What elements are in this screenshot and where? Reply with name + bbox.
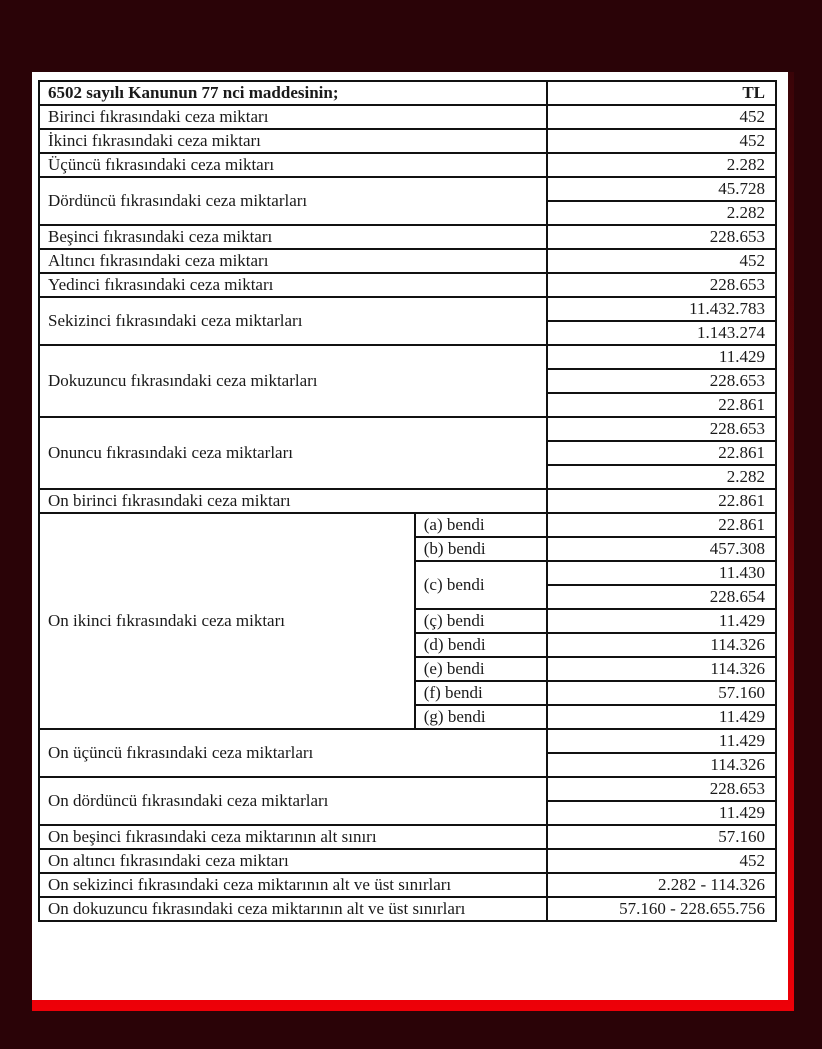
row-value: 228.653 bbox=[547, 273, 776, 297]
row-value: 2.282 - 114.326 bbox=[547, 873, 776, 897]
row-value: 11.429 bbox=[547, 609, 776, 633]
row-value: 57.160 - 228.655.756 bbox=[547, 897, 776, 921]
table-header-row bbox=[39, 81, 776, 105]
table-row bbox=[39, 153, 776, 177]
row-label: Sekizinci fıkrasındaki ceza miktarları bbox=[39, 297, 547, 345]
row-value: 2.282 bbox=[547, 201, 776, 225]
row-value: 11.429 bbox=[547, 801, 776, 825]
row-value: 457.308 bbox=[547, 537, 776, 561]
row-label: Altıncı fıkrasındaki ceza miktarı bbox=[39, 249, 547, 273]
table-row bbox=[39, 897, 776, 921]
row-label: On sekizinci fıkrasındaki ceza miktarının alt ve üst sınırları bbox=[39, 873, 547, 897]
row-value: 228.653 bbox=[547, 369, 776, 393]
row-value: 22.861 bbox=[547, 513, 776, 537]
row-label: Beşinci fıkrasındaki ceza miktarı bbox=[39, 225, 547, 249]
row-value: 11.432.783 bbox=[547, 297, 776, 321]
row-value: 22.861 bbox=[547, 393, 776, 417]
subclause-label: (a) bendi bbox=[415, 513, 547, 537]
row-value: 114.326 bbox=[547, 753, 776, 777]
row-label: Onuncu fıkrasındaki ceza miktarları bbox=[39, 417, 547, 489]
row-value: 228.654 bbox=[547, 585, 776, 609]
subclause-label: (c) bendi bbox=[415, 561, 547, 609]
row-label: On dokuzuncu fıkrasındaki ceza miktarının alt ve üst sınırları bbox=[39, 897, 547, 921]
row-value: 2.282 bbox=[547, 465, 776, 489]
table-row bbox=[39, 489, 776, 513]
row-value: 11.429 bbox=[547, 729, 776, 753]
table-row bbox=[39, 105, 776, 129]
table-row bbox=[39, 873, 776, 897]
row-value: 228.653 bbox=[547, 777, 776, 801]
subclause-label: (ç) bendi bbox=[415, 609, 547, 633]
row-value: 114.326 bbox=[547, 657, 776, 681]
row-value: 22.861 bbox=[547, 441, 776, 465]
subclause-label: (g) bendi bbox=[415, 705, 547, 729]
row-value: 11.429 bbox=[547, 345, 776, 369]
row-value: 57.160 bbox=[547, 825, 776, 849]
unit-header: TL bbox=[547, 81, 776, 105]
row-label: On dördüncü fıkrasındaki ceza miktarları bbox=[39, 777, 547, 825]
row-label: Dördüncü fıkrasındaki ceza miktarları bbox=[39, 177, 547, 225]
table-row bbox=[39, 345, 776, 369]
row-value: 2.282 bbox=[547, 153, 776, 177]
table-title: 6502 sayılı Kanunun 77 nci maddesinin; bbox=[39, 81, 547, 105]
table-row bbox=[39, 225, 776, 249]
penalty-table bbox=[38, 80, 777, 922]
table-row bbox=[39, 297, 776, 321]
row-value: 114.326 bbox=[547, 633, 776, 657]
row-label: On ikinci fıkrasındaki ceza miktarı bbox=[39, 513, 415, 729]
row-value: 45.728 bbox=[547, 177, 776, 201]
row-value: 452 bbox=[547, 249, 776, 273]
subclause-label: (d) bendi bbox=[415, 633, 547, 657]
row-value: 228.653 bbox=[547, 225, 776, 249]
subclause-label: (f) bendi bbox=[415, 681, 547, 705]
table-row bbox=[39, 849, 776, 873]
table-row bbox=[39, 513, 776, 537]
row-value: 452 bbox=[547, 129, 776, 153]
row-label: On beşinci fıkrasındaki ceza miktarının alt sınırı bbox=[39, 825, 547, 849]
row-value: 11.430 bbox=[547, 561, 776, 585]
row-value: 452 bbox=[547, 849, 776, 873]
table-row bbox=[39, 729, 776, 753]
row-label: İkinci fıkrasındaki ceza miktarı bbox=[39, 129, 547, 153]
row-label: Üçüncü fıkrasındaki ceza miktarı bbox=[39, 153, 547, 177]
table-row bbox=[39, 177, 776, 201]
row-label: Birinci fıkrasındaki ceza miktarı bbox=[39, 105, 547, 129]
row-value: 452 bbox=[547, 105, 776, 129]
table-row bbox=[39, 825, 776, 849]
row-label: Dokuzuncu fıkrasındaki ceza miktarları bbox=[39, 345, 547, 417]
row-value: 1.143.274 bbox=[547, 321, 776, 345]
row-value: 11.429 bbox=[547, 705, 776, 729]
row-label: Yedinci fıkrasındaki ceza miktarı bbox=[39, 273, 547, 297]
row-value: 22.861 bbox=[547, 489, 776, 513]
subclause-label: (e) bendi bbox=[415, 657, 547, 681]
table-row bbox=[39, 417, 776, 441]
table-row bbox=[39, 249, 776, 273]
table-row bbox=[39, 273, 776, 297]
row-label: On birinci fıkrasındaki ceza miktarı bbox=[39, 489, 547, 513]
row-value: 57.160 bbox=[547, 681, 776, 705]
row-label: On üçüncü fıkrasındaki ceza miktarları bbox=[39, 729, 547, 777]
row-label: On altıncı fıkrasındaki ceza miktarı bbox=[39, 849, 547, 873]
table-row bbox=[39, 777, 776, 801]
row-value: 228.653 bbox=[547, 417, 776, 441]
subclause-label: (b) bendi bbox=[415, 537, 547, 561]
table-row bbox=[39, 129, 776, 153]
